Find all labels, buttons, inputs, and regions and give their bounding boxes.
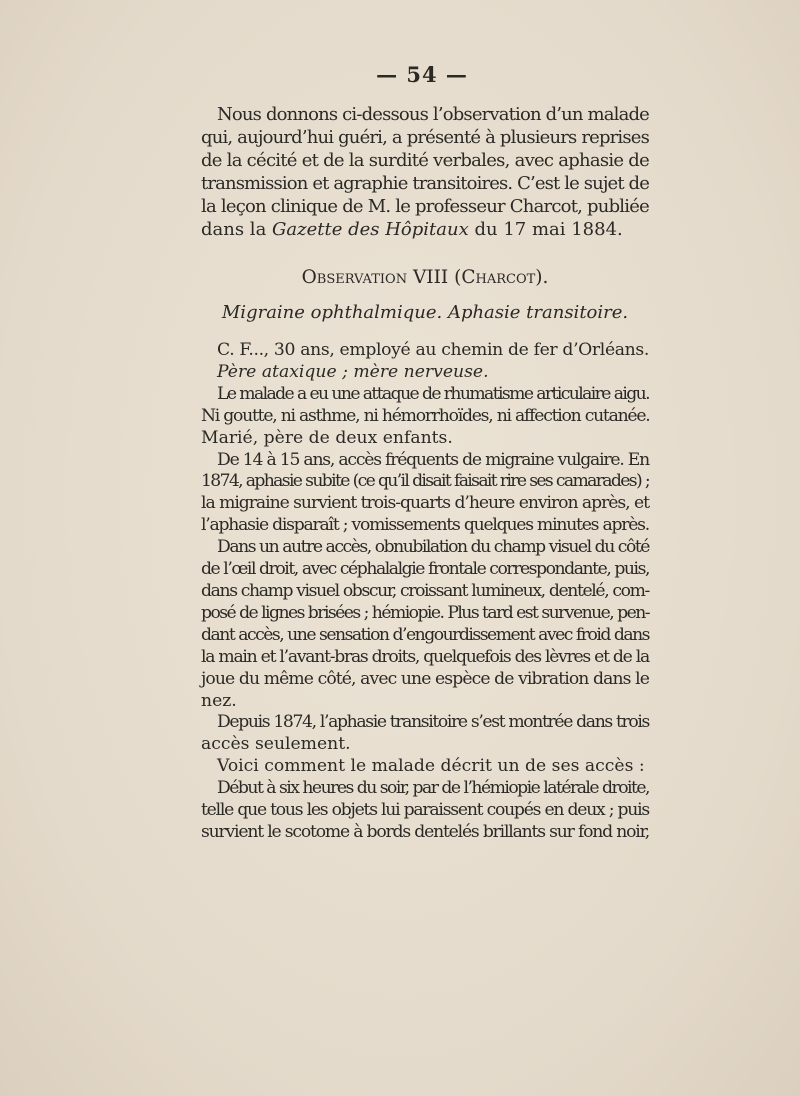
body-line: de l’œil droit, avec céphalalgie frontale correspondante, puis, [201, 559, 649, 580]
intro-line: transmission et agraphie transitoires. C’est le sujet de [201, 173, 649, 194]
body-line: Dans un autre accès, obnubilation du champ visuel du côté [217, 537, 649, 558]
intro-paragraph [201, 103, 649, 241]
observation-subtitle: Migraine ophthalmique. Aphasie transitoire. [221, 302, 629, 323]
body-line: Début à six heures du soir, par de l’hémiopie latérale droite, [217, 778, 649, 799]
body-line: 1874, aphasie subite (ce qu’il disait faisait rire ses camarades) ; [201, 471, 649, 492]
observation-body [201, 340, 649, 844]
page-content [201, 60, 649, 844]
body-line: De 14 à 15 ans, accès fréquents de migraine vulgaire. En [217, 449, 649, 470]
body-line: accès seulement. [201, 734, 351, 755]
body-line: Ni goutte, ni asthme, ni hémorrhoïdes, ni affection cutanée. [201, 405, 650, 426]
body-line: Le malade a eu une attaque de rhumatisme articulaire aigu. [217, 383, 649, 404]
intro-last-prefix: dans la [201, 219, 273, 240]
body-line: Depuis 1874, l’aphasie transitoire s’est montrée dans trois [217, 712, 649, 733]
body-line: Voici comment le malade décrit un de ses accès : [217, 756, 645, 777]
body-line: l’aphasie disparaît ; vomissements quelques minutes après. [201, 515, 649, 536]
body-line: Père ataxique ; mère nerveuse. [217, 361, 489, 382]
body-line: survient le scotome à bords dentelés brillants sur fond noir, [201, 821, 649, 842]
intro-line-last [201, 218, 649, 241]
intro-line: Nous donnons ci-dessous l’observation d’un malade [217, 104, 649, 125]
body-line: dant accès, une sensation d’engourdissement avec froid dans [201, 624, 649, 645]
intro-last-suffix: du 17 mai 1884. [468, 219, 623, 240]
body-line: la migraine survient trois-quarts d’heure environ après, et [201, 493, 649, 514]
body-line: nez. [201, 690, 237, 711]
page-number: — 54 — [376, 62, 468, 87]
body-line: Marié, père de deux enfants. [201, 427, 453, 448]
body-line: telle que tous les objets lui paraissent coupés en deux ; puis [201, 800, 649, 821]
intro-line: la leçon clinique de M. le professeur Charcot, publiée [201, 196, 649, 217]
body-line: joue du même côté, avec une espèce de vibration dans le [201, 668, 649, 689]
body-line: la main et l’avant-bras droits, quelquefois des lèvres et de la [201, 646, 649, 667]
body-line: C. F..., 30 ans, employé au chemin de fer d’Orléans. [217, 340, 649, 360]
journal-title: Gazette des Hôpitaux [272, 219, 469, 240]
intro-line: qui, aujourd’hui guéri, a présenté à plusieurs reprises [201, 127, 650, 148]
body-line: dans champ visuel obscur, croissant lumineux, dentelé, com- [201, 580, 649, 601]
observation-title: Observation VIII (Charcot). [301, 267, 549, 288]
intro-line: de la cécité et de la surdité verbales, avec aphasie de [201, 150, 649, 171]
body-line: posé de lignes brisées ; hémiopie. Plus tard est survenue, pen- [201, 602, 650, 623]
